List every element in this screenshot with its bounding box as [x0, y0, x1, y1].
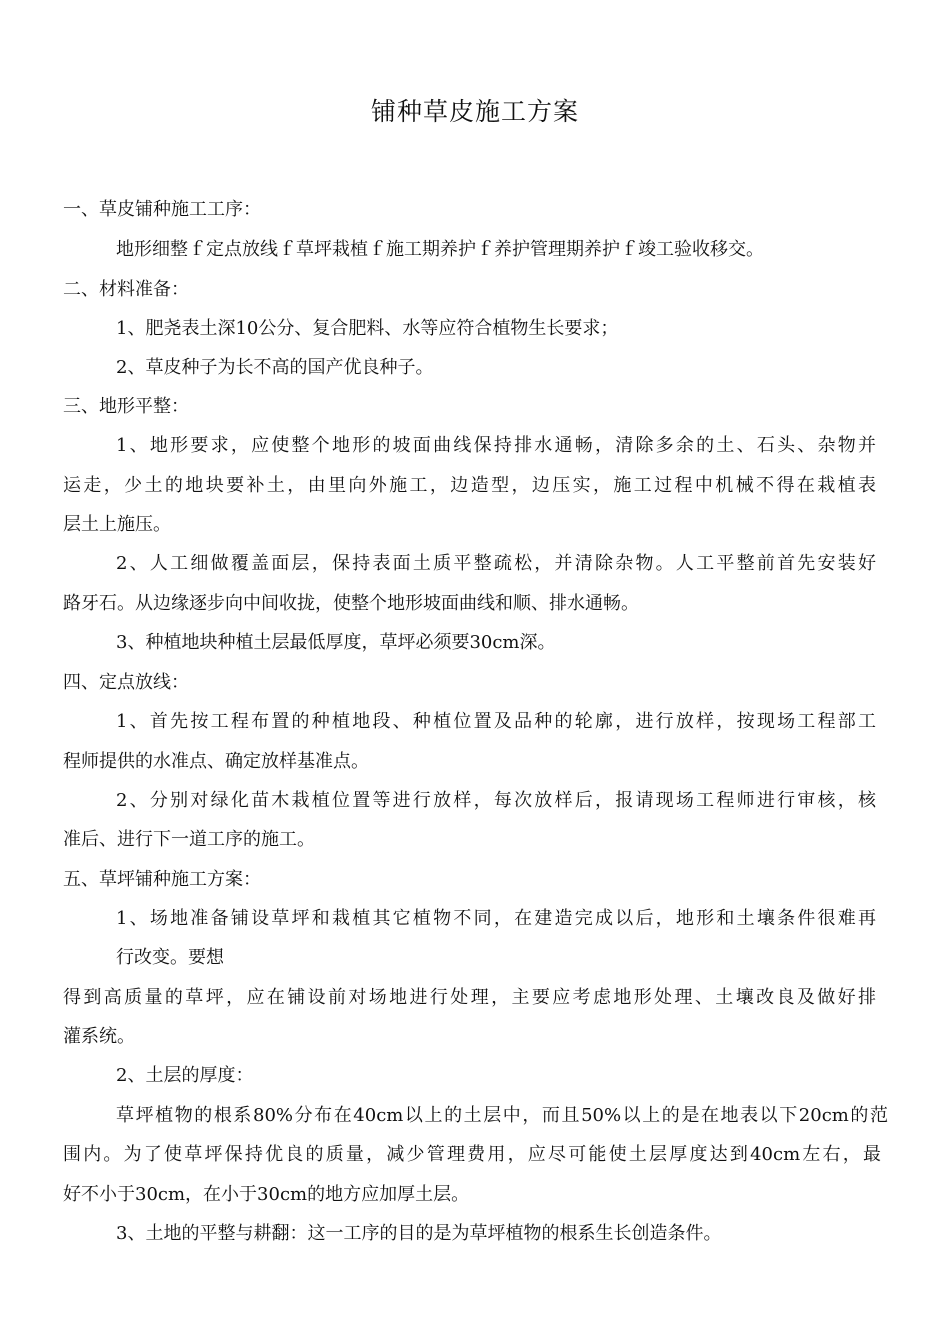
- materials-item-1: 1、肥尧表土深10公分、复合肥料、水等应符合植物生长要求；: [116, 318, 619, 339]
- section-heading-5: 五、草坪铺种施工方案：: [63, 869, 261, 890]
- grading-item-1-line-2: 运走，少土的地块要补土，由里向外施工，边造型，边压实，施工过程中机械不得在栽植表: [63, 475, 876, 496]
- staking-item-2-line-1: 2、分别对绿化苗木栽植位置等进行放样，每次放样后，报请现场工程师进行审核，核: [116, 790, 876, 811]
- lawn-item-1-line-2: 行改变。要想: [116, 947, 224, 968]
- document-title: 铺种草皮施工方案: [370, 97, 579, 126]
- section-heading-4: 四、定点放线：: [63, 672, 189, 693]
- lawn-item-2-line-3: 好不小于30cm，在小于30cm的地方应加厚土层。: [63, 1184, 470, 1205]
- lawn-item-2-line-1: 草坪植物的根系80%分布在40cm以上的土层中，而且50%以上的是在地表以下20cm的范: [116, 1105, 888, 1126]
- lawn-item-1-line-3: 得到高质量的草坪，应在铺设前对场地进行处理，主要应考虑地形处理、土壤改良及做好排: [63, 987, 876, 1008]
- grading-item-2-line-1: 2、人工细做覆盖面层，保持表面土质平整疏松，并清除杂物。人工平整前首先安装好: [116, 553, 876, 574]
- staking-item-1-line-1: 1、首先按工程布置的种植地段、种植位置及品种的轮廓，进行放样，按现场工程部工: [116, 711, 876, 732]
- process-sequence: 地形细整ｆ定点放线ｆ草坪栽植ｆ施工期养护ｆ养护管理期养护ｆ竣工验收移交。: [116, 239, 764, 260]
- grading-item-1-line-1: 1、地形要求，应使整个地形的坡面曲线保持排水通畅，清除多余的土、石头、杂物并: [116, 435, 876, 456]
- materials-item-2: 2、草皮种子为长不高的国产优良种子。: [116, 357, 434, 378]
- lawn-item-3: 3、土地的平整与耕翻：这一工序的目的是为草坪植物的根系生长创造条件。: [116, 1223, 722, 1244]
- lawn-item-2-heading: 2、土层的厚度：: [116, 1065, 254, 1086]
- lawn-item-2-line-2: 围内。为了使草坪保持优良的质量，减少管理费用，应尽可能使土层厚度达到40cm左右，最: [63, 1144, 881, 1165]
- section-heading-3: 三、地形平整：: [63, 396, 189, 417]
- staking-item-1-line-2: 程师提供的水准点、确定放样基准点。: [63, 751, 369, 772]
- section-heading-2: 二、材料准备：: [63, 279, 189, 300]
- section-heading-1: 一、草皮铺种施工工序：: [63, 199, 261, 220]
- grading-item-1-line-3: 层土上施压。: [63, 514, 171, 535]
- lawn-item-1-line-4: 灌系统。: [63, 1026, 135, 1047]
- grading-item-2-line-2: 路牙石。从边缘逐步向中间收拢，使整个地形坡面曲线和顺、排水通畅。: [63, 593, 639, 614]
- staking-item-2-line-2: 准后、进行下一道工序的施工。: [63, 829, 315, 850]
- grading-item-3: 3、种植地块种植土层最低厚度，草坪必须要30cm深。: [116, 632, 556, 653]
- lawn-item-1-line-1: 1、场地准备铺设草坪和栽植其它植物不同，在建造完成以后，地形和土壤条件很难再: [116, 908, 876, 929]
